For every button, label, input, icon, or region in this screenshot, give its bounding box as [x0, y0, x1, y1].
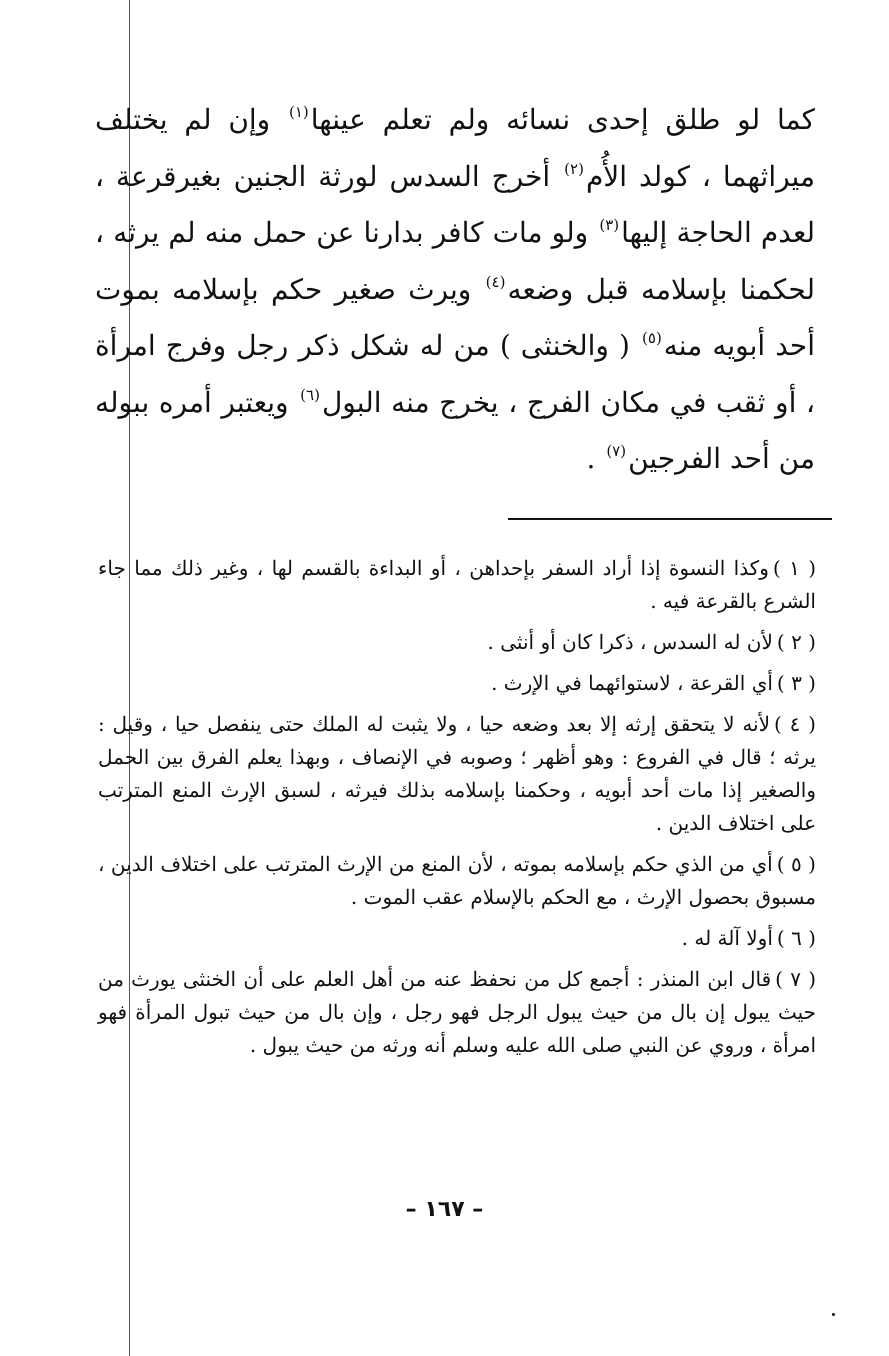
footnote-separator [508, 518, 832, 520]
footnote-ref: (٦) [300, 385, 320, 404]
footnote-text: أولا آلة له . [681, 926, 773, 950]
footnote-ref: (٧) [606, 442, 627, 460]
scan-speck [832, 1313, 835, 1316]
main-paragraph [95, 92, 815, 488]
footnote-1 [98, 552, 816, 618]
footnote-number: ( ١ ) [772, 556, 816, 580]
footnote-ref: (٤) [485, 272, 506, 291]
footnote-ref: (٥) [642, 329, 662, 347]
footnote-ref: (٢) [564, 159, 584, 178]
footnote-5 [98, 848, 816, 914]
footnote-3 [98, 667, 816, 700]
footnote-text: لأن له السدس ، ذكرا كان أو أنثى . [487, 630, 773, 654]
footnote-number: ( ٧ ) [775, 967, 817, 991]
footnote-number: ( ٢ ) [776, 630, 816, 654]
text-segment: ويرث صغير حكم بإسلامه بموت أحد أبويه منه [95, 272, 816, 362]
footnote-number: ( ٥ ) [776, 852, 816, 876]
text-segment: كما لو طلق إحدى نسائه ولم تعلم عينها [310, 103, 815, 136]
footnotes [98, 552, 816, 1070]
footnote-number: ( ٣ ) [776, 671, 816, 695]
footnote-6 [98, 922, 816, 955]
text-segment: أخرج السدس لورثة الجنين بغيرقرعة ، لعدم الحاجة إليها [95, 159, 815, 249]
text-segment: ( والخنثى ) من له شكل ذكر رجل وفرج امرأة ، أو ثقب في مكان الفرج ، يخرج منه البول [95, 329, 815, 419]
text-segment: . [586, 442, 596, 475]
text-segment: وإن لم يختلف ميراثهما ، كولد الأُم [95, 103, 815, 193]
footnote-text: أي من الذي حكم بإسلامه بموته ، لأن المنع من الإرث المترتب على اختلاف الدين ، مسبوق بحصول الإرث ، مع الحكم بالإسلام عقب الموت . [98, 852, 816, 909]
text-segment: ويعتبر أمره ببوله من أحد الفرجين [95, 385, 815, 475]
footnote-2 [98, 626, 816, 659]
footnote-text: لأنه لا يتحقق إرثه إلا بعد وضعه حيا ، ولا يثبت له الملك حتى ينفصل حيا ، وقيل : يرثه ؛ قال في الفروع : وهو أظهر ؛ وصوبه في الإنصاف ، وبهذا يعلم الفرق بين الحمل والصغير إذا مات أحد أبويه ، وحكمنا بإسلامه بذلك فيرثه ، لسبق الإرث المنع المترتب على اختلاف الدين . [98, 712, 816, 835]
footnote-text: قال ابن المنذر : أجمع كل من نحفظ عنه من أهل العلم على أن الخنثى يورث من حيث يبول إن بال من حيث يبول الرجل فهو رجل ، وإن بال من حيث تبول المرأة فهو امرأة ، وروي عن النبي صلى الله عليه وسلم أنه ورثه من حيث يبول . [98, 967, 816, 1057]
main-text [95, 92, 815, 488]
footnote-number: ( ٤ ) [774, 712, 816, 736]
footnote-text: وكذا النسوة إذا أراد السفر بإحداهن ، أو البداءة بالقسم لها ، وغير ذلك مما جاء الشرع بالقرعة فيه . [98, 556, 816, 613]
text-segment: ولو مات كافر بدارنا عن حمل منه لم يرثه ، لحكمنا بإسلامه قبل وضعه [95, 216, 816, 306]
footnote-text: أي القرعة ، لاستوائهما في الإرث . [491, 671, 773, 695]
footnote-ref: (١) [288, 103, 309, 121]
footnote-7 [98, 963, 816, 1062]
page-number: – ١٦٧ – [405, 1197, 484, 1222]
footnote-ref: (٣) [599, 216, 620, 234]
footnote-4 [98, 708, 816, 840]
footnote-number: ( ٦ ) [776, 926, 816, 950]
